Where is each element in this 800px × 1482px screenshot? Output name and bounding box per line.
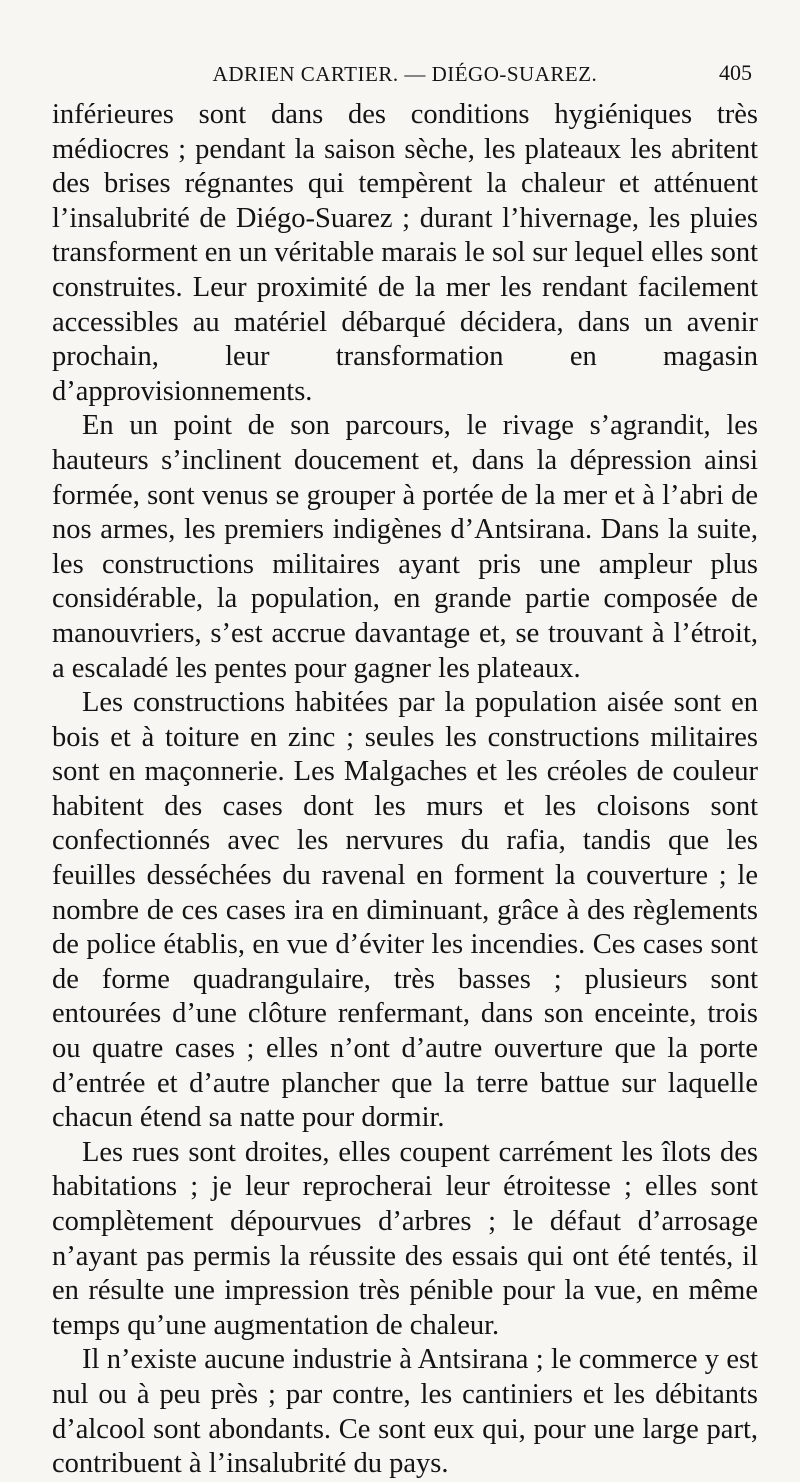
body-text [52, 98, 758, 1482]
running-title: ADRIEN CARTIER. — DIÉGO-SUAREZ. [212, 62, 598, 86]
paragraph: Les constructions habitées par la population aisée sont en bois et à toiture en zinc ; seules les constructions militaires sont en maçonnerie. Les Malgaches et les créoles de couleur habitent des cases dont les murs et les cloisons sont confectionnés avec les nervures du rafia, tandis que les feuilles desséchées du ravenal en forment la couverture ; le nombre de ces cases ira en diminuant, grâce à des règlements de police établis, en vue d’éviter les incendies. Ces cases sont de forme quadrangulaire, très basses ; plusieurs sont entourées d’une clôture renfermant, dans son enceinte, trois ou quatre cases ; elles n’ont d’autre ouverture que la porte d’entrée et d’autre plancher que la terre battue sur laquelle chacun étend sa natte pour dormir. [52, 687, 758, 1134]
paragraph-continued: inférieures sont dans des conditions hygiéniques très médiocres ; pendant la saison sèche, les plateaux les abritent des brises régnantes qui tempèrent la chaleur et atténuent l’insalubrité de Diégo-Suarez ; durant l’hivernage, les pluies transforment en un véritable marais le sol sur lequel elles sont construites. Leur proximité de la mer les rendant facilement accessibles au matériel débarqué décidera, dans un avenir prochain, leur transformation en magasin d’approvisionnements. [52, 99, 758, 407]
paragraph: Les rues sont droites, elles coupent carrément les îlots des habitations ; je leur reprocherai leur étroitesse ; elles sont complètement dépourvues d’arbres ; le défaut d’arrosage n’ayant pas permis la réussite des essais qui ont été tentés, il en résulte une impression très pénible pour la vue, en même temps qu’une augmentation de chaleur. [52, 1136, 758, 1341]
paragraph: Il n’existe aucune industrie à Antsirana ; le commerce y est nul ou à peu près ; par contre, les cantiniers et les débitants d’alcool sont abondants. Ce sont eux qui, pour une large part, contribuent à l’insalubrité du pays. [52, 1344, 758, 1480]
running-head [52, 58, 758, 88]
paragraph: En un point de son parcours, le rivage s’agrandit, les hauteurs s’inclinent doucement et, dans la dépression ainsi formée, sont venus se grouper à portée de la mer et à l’abri de nos armes, les premiers indigènes d’Antsirana. Dans la suite, les constructions militaires ayant pris une ampleur plus considérable, la population, en grande partie composée de manouvriers, s’est accrue davantage et, se trouvant à l’étroit, a escaladé les pentes pour gagner les plateaux. [52, 410, 758, 684]
page-number: 405 [719, 60, 752, 85]
